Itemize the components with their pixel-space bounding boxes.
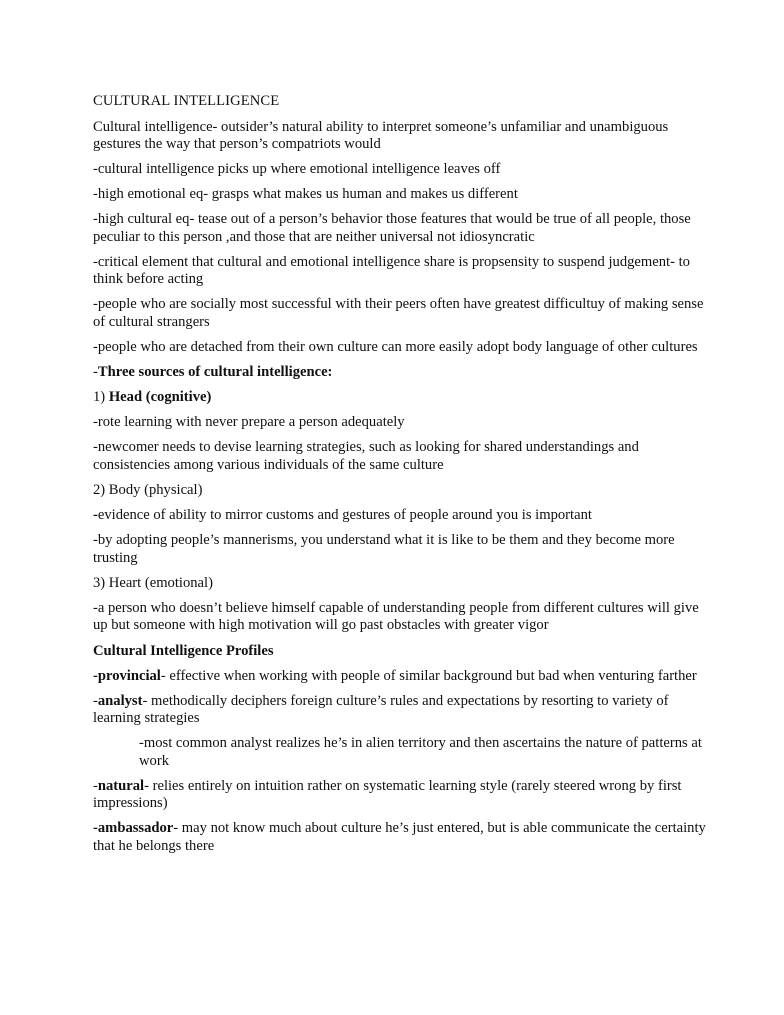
paragraph-person: -a person who doesn’t believe himself capable of understanding people from different cultures will give up but someone with high motivation will go past obstacles with greater vigor bbox=[93, 599, 699, 634]
ambassador-term: ambassador bbox=[97, 820, 174, 837]
paragraph-detached: -people who are detached from their own culture can more easily adopt body language of other cultures bbox=[93, 339, 698, 356]
heart-heading: 3) Heart (emotional) bbox=[93, 574, 213, 591]
profiles-heading-line bbox=[93, 643, 714, 661]
paragraph-critical: -critical element that cultural and emotional intelligence share is propsensity to suspend judgement- to think before acting bbox=[93, 253, 690, 288]
paragraph-adopting: -by adopting people’s mannerisms, you understand what it is like to be them and they become more trusting bbox=[93, 532, 675, 566]
provincial-dash: - bbox=[93, 667, 98, 684]
paragraph-definition: Cultural intelligence- outsider’s natural ability to interpret someone’s unfamiliar and unambiguous gestures the way that person’s compatriots would bbox=[93, 118, 669, 152]
sources-heading-line bbox=[93, 364, 714, 382]
provincial-term: provincial bbox=[97, 667, 161, 684]
paragraph-newcomer: -newcomer needs to devise learning strategies, such as looking for shared understandings and consistencies among various individuals of the same culture bbox=[93, 439, 639, 473]
profile-provincial bbox=[93, 668, 714, 686]
evidence-text: evidence of ability to mirror customs and gestures of people around you is important bbox=[97, 507, 592, 524]
paragraph-rote: -rote learning with never prepare a person adequately bbox=[93, 414, 405, 431]
evidence-dash: - bbox=[93, 507, 98, 524]
paragraph-high-cultural: -high cultural eq- tease out of a person’s behavior those features that would be true of all people, those peculiar to this person ,and those that are neither universal not idiosyncratic bbox=[93, 211, 691, 245]
natural-dash: - bbox=[93, 777, 98, 794]
body-heading: 2) Body (physical) bbox=[93, 482, 203, 499]
profile-natural bbox=[93, 778, 714, 813]
paragraph-evidence bbox=[93, 507, 714, 525]
paragraph-high-emotional: -high emotional eq- grasps what makes us human and makes us different bbox=[93, 186, 518, 203]
paragraph-picks-up: -cultural intelligence picks up where emotional intelligence leaves off bbox=[93, 161, 501, 178]
profile-ambassador bbox=[93, 820, 714, 855]
sources-dash: - bbox=[93, 364, 98, 381]
head-heading-line bbox=[93, 389, 714, 407]
head-heading: Head (cognitive) bbox=[108, 389, 212, 406]
analyst-text: - methodically deciphers foreign culture’s rules and expectations by resorting to variety of learning strategies bbox=[93, 692, 669, 727]
natural-term: natural bbox=[97, 777, 145, 794]
provincial-text: - effective when working with people of similar background but bad when venturing farther bbox=[160, 667, 697, 684]
analyst-dash: - bbox=[93, 692, 98, 709]
natural-text: - relies entirely on intuition rather on systematic learning style (rarely steered wrong by first impressions) bbox=[93, 777, 682, 812]
paragraph-socially: -people who are socially most successful with their peers often have greatest difficultuy of making sense of cultural strangers bbox=[93, 296, 704, 330]
sources-heading: Three sources of cultural intelligence: bbox=[97, 364, 333, 381]
profile-analyst bbox=[93, 693, 714, 728]
analyst-subpoint: -most common analyst realizes he’s in alien territory and then ascertains the nature of patterns at work bbox=[139, 735, 702, 769]
ambassador-dash: - bbox=[93, 820, 98, 837]
document-title: CULTURAL INTELLIGENCE bbox=[93, 93, 280, 109]
head-number: 1) bbox=[93, 389, 109, 406]
analyst-term: analyst bbox=[97, 692, 143, 709]
ambassador-text: - may not know much about culture he’s just entered, but is able communicate the certainty that he belongs there bbox=[93, 820, 706, 854]
profiles-heading: Cultural Intelligence Profiles bbox=[93, 642, 274, 659]
